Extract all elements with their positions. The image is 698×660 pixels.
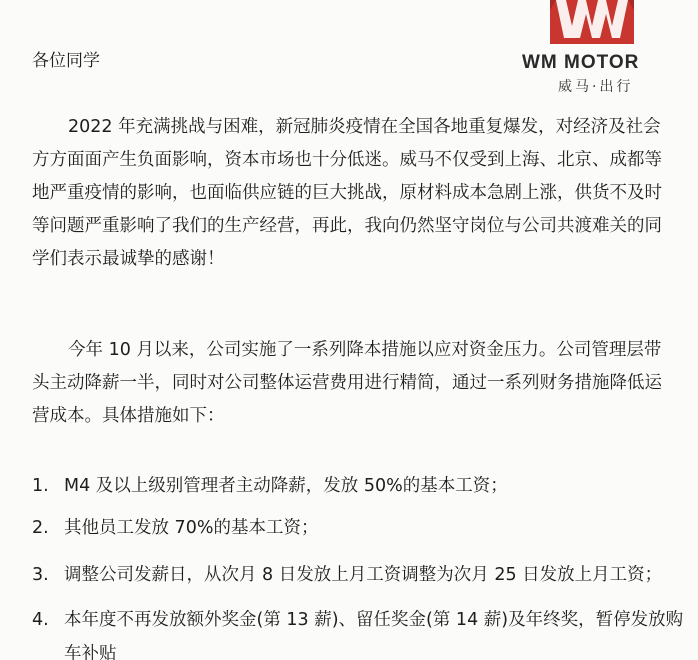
letter-greeting: 各位同学 (32, 51, 100, 71)
measure-item (32, 515, 672, 541)
logo-subtitle: 威马·出行 (558, 79, 634, 95)
measure-text: 调整公司发薪日，从次月 8 日发放上月工资调整为次月 25 日发放上月工资； (64, 565, 663, 585)
paragraph-1-line: 2022 年充满挑战与困难，新冠肺炎疫情在全国各地重复爆发，对经济及社会 (68, 117, 661, 137)
logo-brand-name: WM MOTOR (522, 52, 640, 73)
measure-item (32, 473, 672, 499)
paragraph-2-line: 今年 10 月以来，公司实施了一系列降本措施以应对资金压力。公司管理层带 (68, 340, 662, 360)
measure-item (32, 562, 672, 588)
paragraph-1 (32, 111, 672, 276)
measure-text: M4 及以上级别管理者主动降薪，发放 50%的基本工资； (64, 476, 508, 496)
paragraph-2-line: 头主动降薪一半，同时对公司整体运营费用进行精简，通过一系列财务措施降低运 (32, 373, 662, 393)
measure-text: 其他员工发放 70%的基本工资； (64, 518, 319, 538)
paragraph-1-line: 学们表示最诚挚的感谢！ (32, 249, 225, 269)
wm-motor-logo (512, 0, 682, 100)
measure-item (32, 607, 684, 660)
measure-number: 3. (32, 565, 49, 585)
paragraph-1-line: 地严重疫情的影响，也面临供应链的巨大挑战，原材料成本急剧上涨，供货不及时 (32, 183, 662, 203)
paragraph-2-line: 营成本。具体措施如下： (32, 406, 225, 426)
paragraph-2 (32, 334, 672, 433)
paragraph-1-line: 等问题严重影响了我们的生产经营，再此，我向仍然坚守岗位与公司共渡难关的同 (32, 216, 662, 236)
measure-text-continued: 车补贴 (64, 644, 117, 660)
paragraph-1-line: 方方面面产生负面影响，资本市场也十分低迷。威马不仅受到上海、北京、成都等 (32, 150, 662, 170)
measure-text: 本年度不再发放额外奖金(第 13 薪)、留任奖金(第 14 薪)及年终奖，暂停发放购 (64, 610, 684, 630)
measure-number: 4. (32, 610, 49, 630)
wm-logo-mark-icon (550, 0, 634, 44)
measure-number: 1. (32, 476, 49, 496)
measure-number: 2. (32, 518, 49, 538)
